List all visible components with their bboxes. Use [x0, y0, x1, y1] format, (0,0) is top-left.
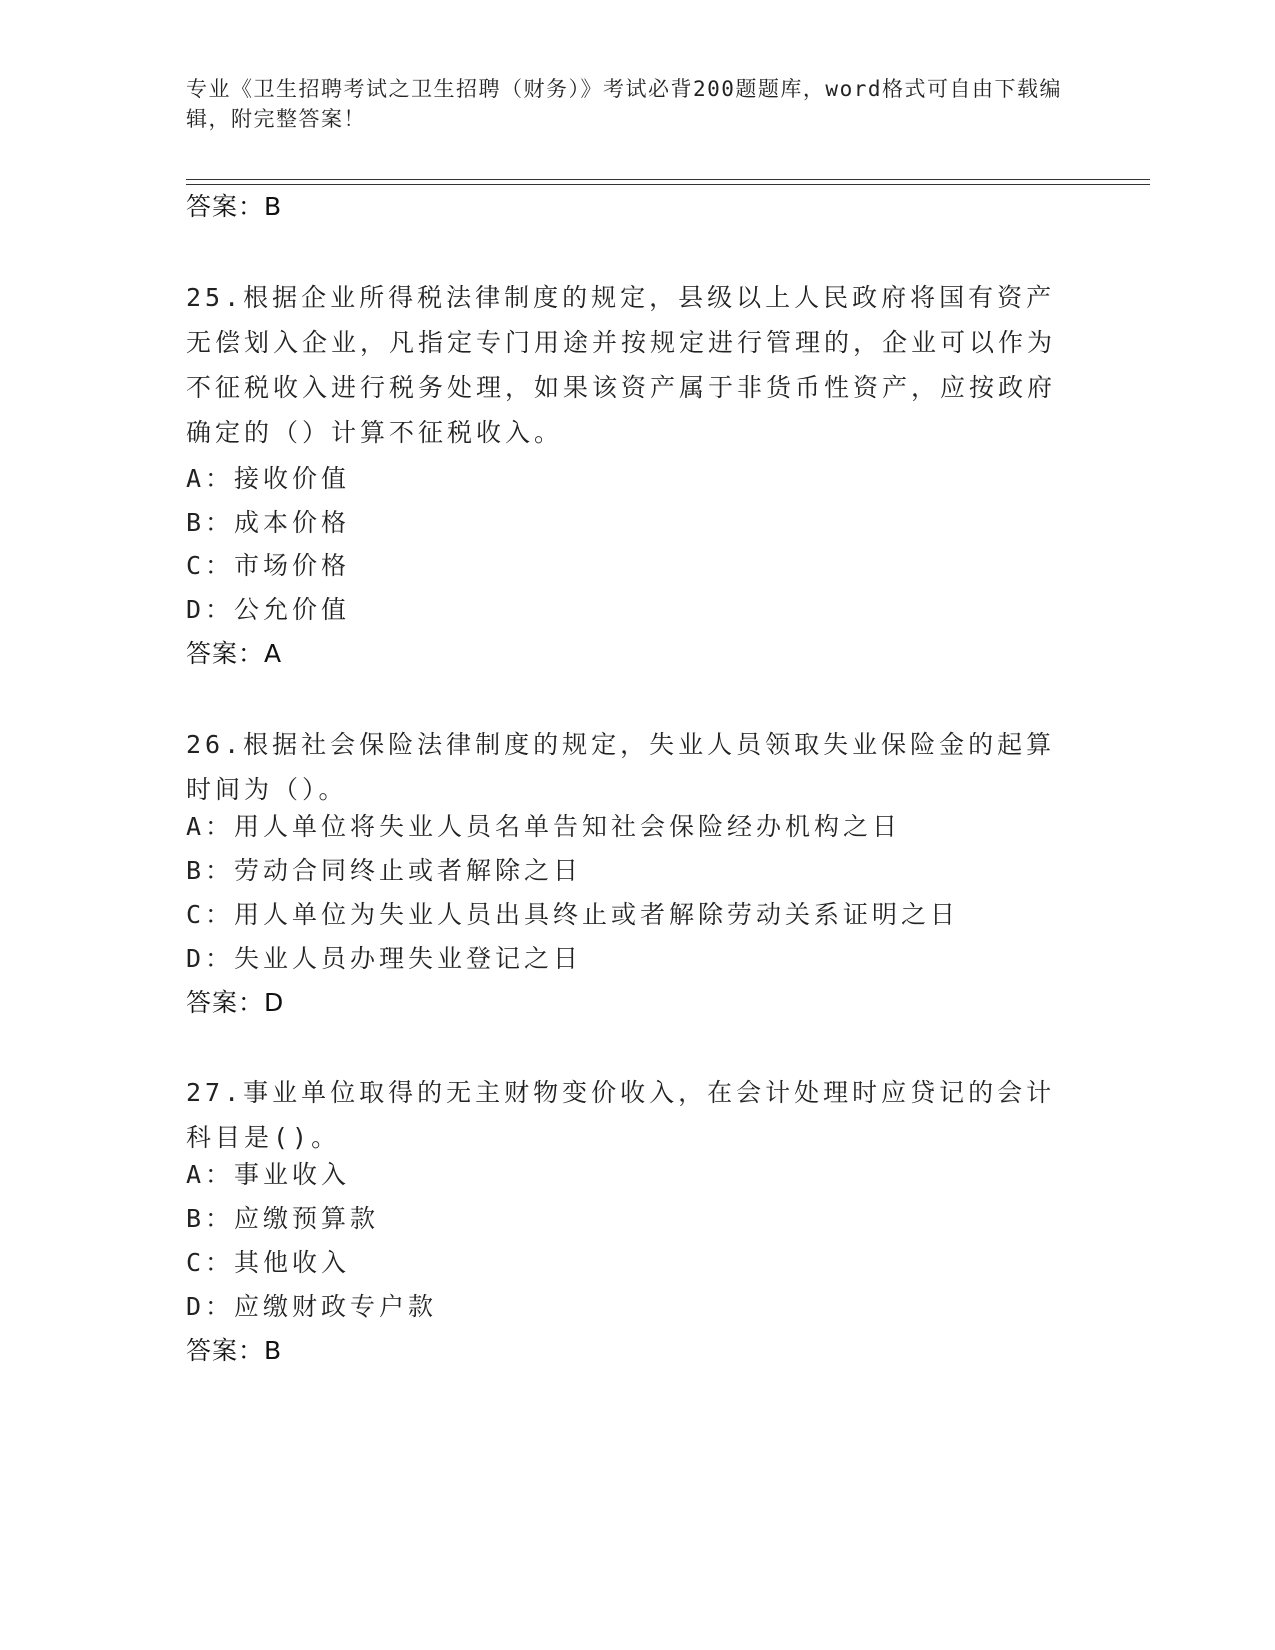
question-27-option-a: A：事业收入 — [186, 1160, 351, 1189]
question-27-option-c: C：其他收入 — [186, 1248, 351, 1277]
question-26-option-b: B：劳动合同终止或者解除之日 — [186, 856, 583, 885]
question-25-option-a: A：接收价值 — [186, 464, 351, 493]
question-27-option-d: D：应缴财政专户款 — [186, 1292, 438, 1321]
question-26-option-c: C：用人单位为失业人员出具终止或者解除劳动关系证明之日 — [186, 900, 960, 929]
question-26-option-d: D：失业人员办理失业登记之日 — [186, 944, 583, 973]
question-27-answer: 答案：B — [186, 1336, 283, 1365]
question-25-answer: 答案：A — [186, 639, 283, 668]
question-25-option-b: B：成本价格 — [186, 508, 351, 537]
page-header-text: 专业《卫生招聘考试之卫生招聘（财务）》考试必背200题题库，word格式可自由下载编辑，附完整答案！ — [186, 77, 1062, 131]
header-divider-line-secondary — [186, 184, 1150, 185]
question-25-option-d: D：公允价值 — [186, 595, 351, 624]
question-25-option-c: C：市场价格 — [186, 551, 351, 580]
question-27-text: 27.事业单位取得的无主财物变价收入，在会计处理时应贷记的会计科目是()。 — [186, 1078, 1056, 1152]
header-divider-line — [186, 179, 1150, 180]
answer-label: 答案：B — [186, 192, 283, 221]
question-26-answer: 答案：D — [186, 988, 285, 1017]
question-26-option-a: A：用人单位将失业人员名单告知社会保险经办机构之日 — [186, 812, 902, 841]
question-26-text: 26.根据社会保险法律制度的规定，失业人员领取失业保险金的起算时间为（）。 — [186, 730, 1056, 804]
question-25-text: 25.根据企业所得税法律制度的规定，县级以上人民政府将国有资产无偿划入企业，凡指定专门用途并按规定进行管理的，企业可以作为不征税收入进行税务处理，如果该资产属于非货币性资产，应按政府确定的（）计算不征税收入。 — [186, 283, 1057, 447]
question-27-option-b: B：应缴预算款 — [186, 1204, 380, 1233]
